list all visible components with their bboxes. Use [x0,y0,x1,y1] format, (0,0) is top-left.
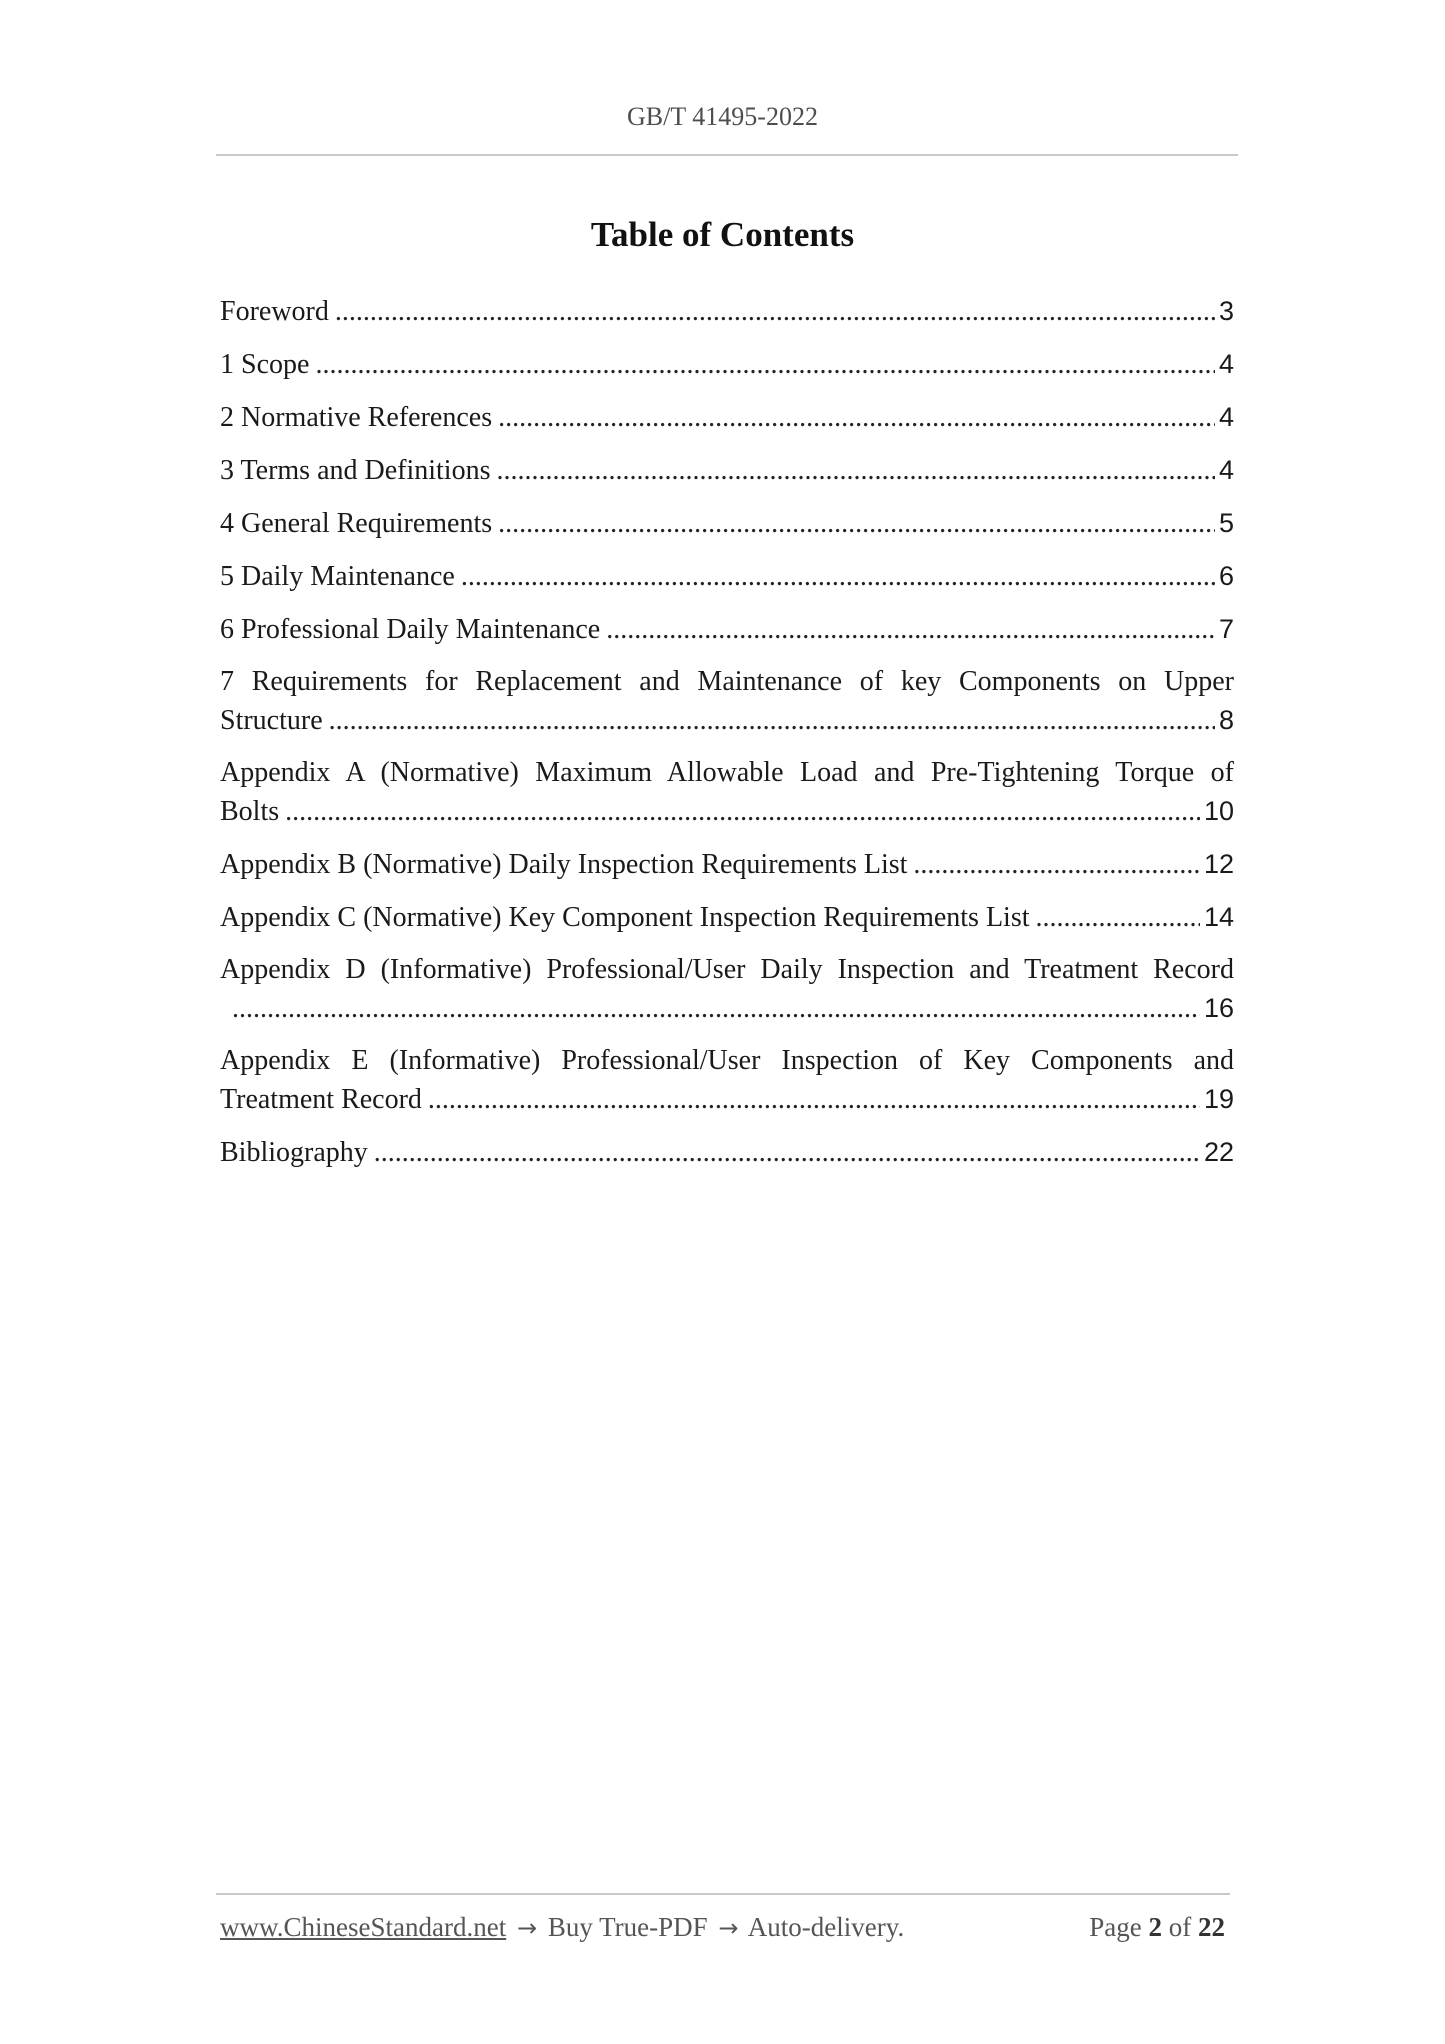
toc-entry-foreword[interactable] [220,292,1234,330]
buy-true-pdf-text: Buy True-PDF [547,1912,708,1942]
toc-page-number: 4 [1218,402,1234,432]
toc-entry-label: 1 Scope [220,349,310,380]
toc-leader-dots [496,452,1214,490]
toc-entry-label-line1: 7 Requirements for Replacement and Maintenance of key Components on Upper [220,666,1234,697]
toc-entry-appendix-e[interactable] [220,1042,1234,1118]
toc-entry-label-line1: Appendix E (Informative) Professional/User Inspection of Key Components and [220,1045,1234,1076]
arrow-right-icon: → [516,1914,538,1942]
document-code-header: GB/T 41495-2022 [627,102,818,131]
toc-leader-dots [498,399,1215,437]
toc-page-number: 8 [1218,705,1234,735]
toc-page-number: 22 [1203,1137,1234,1167]
toc-page-number: 5 [1218,508,1234,538]
toc-entry-label: Bibliography [220,1137,368,1168]
current-page-number: 2 [1148,1912,1162,1942]
footer-divider [216,1893,1230,1895]
toc-entry-daily-maintenance[interactable] [220,557,1234,595]
toc-leader-dots [329,702,1215,740]
toc-leader-dots [1036,899,1200,937]
toc-page-number: 12 [1203,849,1234,879]
toc-page-number: 14 [1203,902,1234,932]
toc-page-number: 4 [1218,349,1234,379]
toc-leader-dots [461,558,1215,596]
toc-page-number: 7 [1218,614,1234,644]
auto-delivery-text: Auto-delivery. [747,1912,905,1942]
toc-entry-label-line1: Appendix A (Normative) Maximum Allowable Load and Pre-Tightening Torque of [220,757,1234,788]
header-divider [216,154,1238,156]
toc-entry-label: 6 Professional Daily Maintenance [220,614,601,645]
toc-entry-normative-references[interactable] [220,398,1234,436]
footer-promo [220,1912,904,1943]
toc-page-number: 16 [1203,993,1234,1023]
toc-entry-appendix-a[interactable] [220,754,1234,830]
toc-leader-dots [913,846,1200,884]
toc-entry-bibliography[interactable] [220,1133,1234,1171]
toc-entry-replacement-maintenance[interactable] [220,663,1234,739]
toc-leader-dots [335,293,1215,331]
total-pages-number: 22 [1198,1912,1225,1942]
toc-leader-dots [315,346,1215,384]
toc-leader-dots [285,793,1200,831]
toc-entry-appendix-c[interactable] [220,898,1234,936]
toc-page-number: 6 [1218,561,1234,591]
toc-entry-label: Foreword [220,296,329,327]
toc-entry-appendix-d[interactable] [220,951,1234,1027]
toc-leader-dots [498,505,1215,543]
toc-entry-label: 5 Daily Maintenance [220,561,455,592]
of-word: of [1168,1912,1192,1942]
toc-entry-label: Appendix B (Normative) Daily Inspection Requirements List [220,849,908,880]
toc-entry-scope[interactable] [220,345,1234,383]
toc-entry-label-line2: Bolts [220,796,280,827]
toc-entry-label-line2: Treatment Record [220,1084,422,1115]
toc-heading: Table of Contents [590,215,855,254]
toc-entry-label: Appendix C (Normative) Key Component Inspection Requirements List [220,902,1030,933]
arrow-right-icon: → [718,1914,739,1942]
toc-entry-appendix-b[interactable] [220,845,1234,883]
toc-page-number: 4 [1218,455,1234,485]
toc-leader-dots [232,990,1200,1028]
toc-entry-terms-and-definitions[interactable] [220,451,1234,489]
toc-page-number: 19 [1203,1084,1234,1114]
toc-entry-label: 4 General Requirements [220,508,493,539]
toc-entry-general-requirements[interactable] [220,504,1234,542]
toc-page-number: 3 [1218,296,1234,326]
toc-entry-label: 3 Terms and Definitions [220,455,491,486]
toc-page-number: 10 [1203,796,1234,826]
page-indicator [1089,1912,1225,1943]
toc-leader-dots [428,1081,1200,1119]
toc-leader-dots [374,1134,1200,1172]
toc-leader-dots [606,611,1215,649]
website-link[interactable]: www.ChineseStandard.net [220,1912,507,1942]
page-word: Page [1089,1912,1142,1942]
toc-entry-label-line1: Appendix D (Informative) Professional/User Daily Inspection and Treatment Record [220,954,1234,985]
toc-entry-label: 2 Normative References [220,402,493,433]
toc-entry-label-line2: Structure [220,705,323,736]
toc-entry-professional-daily-maintenance[interactable] [220,610,1234,648]
